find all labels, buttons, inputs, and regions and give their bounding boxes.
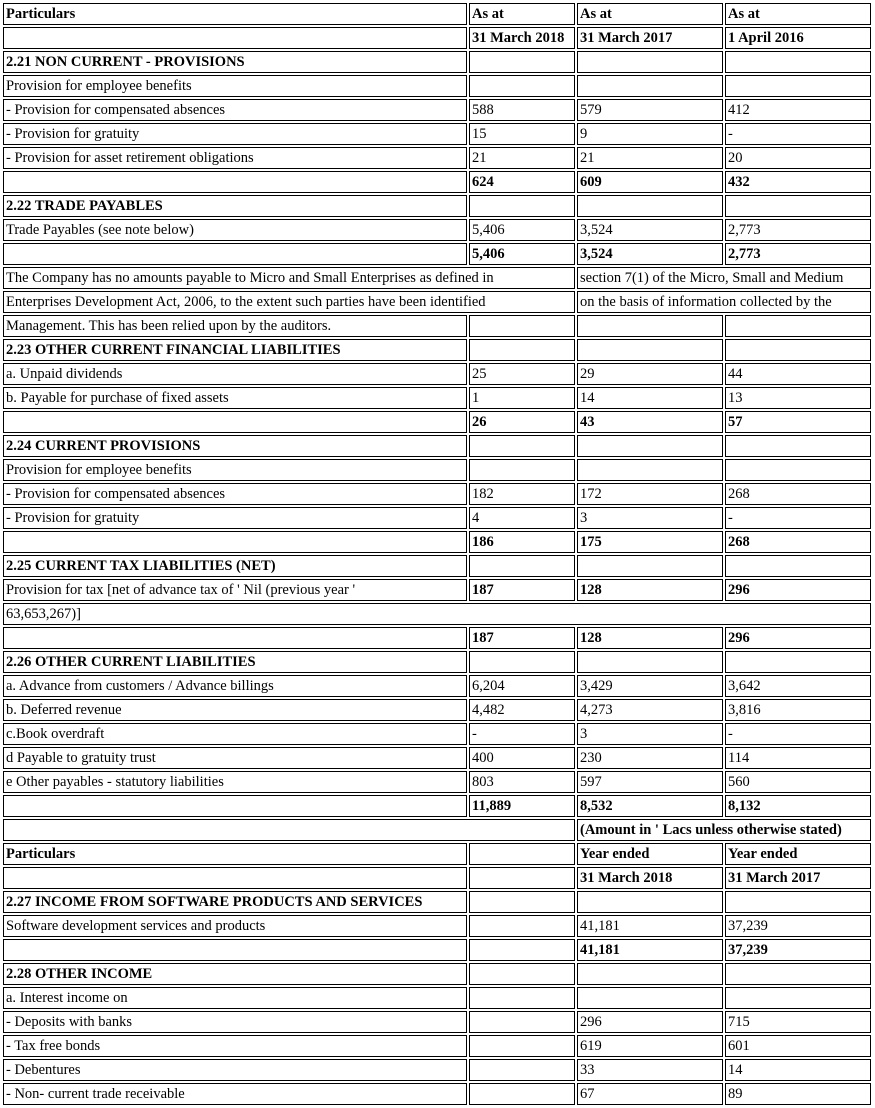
table-cell bbox=[577, 555, 723, 577]
table-cell bbox=[469, 939, 575, 961]
table-row bbox=[3, 51, 871, 73]
table-row bbox=[3, 723, 871, 745]
table-cell bbox=[577, 195, 723, 217]
table-row bbox=[3, 147, 871, 169]
table-cell bbox=[469, 915, 575, 937]
table-cell: 172 bbox=[577, 483, 723, 505]
table-cell: 20 bbox=[725, 147, 871, 169]
table-cell: 2.26 OTHER CURRENT LIABILITIES bbox=[3, 651, 467, 673]
table-cell: 296 bbox=[725, 627, 871, 649]
table-cell: 432 bbox=[725, 171, 871, 193]
table-cell: 296 bbox=[577, 1011, 723, 1033]
table-cell: (Amount in ' Lacs unless otherwise stated) bbox=[577, 819, 871, 841]
table-cell: 2.22 TRADE PAYABLES bbox=[3, 195, 467, 217]
table-row bbox=[3, 819, 871, 841]
table-cell bbox=[469, 1083, 575, 1105]
table-cell: 89 bbox=[725, 1083, 871, 1105]
table-cell: Year ended bbox=[577, 843, 723, 865]
table-cell: 182 bbox=[469, 483, 575, 505]
table-cell: 9 bbox=[577, 123, 723, 145]
table-row bbox=[3, 651, 871, 673]
table-cell: As at bbox=[577, 3, 723, 25]
table-body bbox=[3, 3, 871, 1105]
table-cell: e Other payables - statutory liabilities bbox=[3, 771, 467, 793]
table-cell: 37,239 bbox=[725, 939, 871, 961]
table-cell: - Provision for asset retirement obligations bbox=[3, 147, 467, 169]
table-cell: 187 bbox=[469, 627, 575, 649]
table-cell: - Provision for compensated absences bbox=[3, 483, 467, 505]
table-row bbox=[3, 867, 871, 889]
table-cell: 128 bbox=[577, 627, 723, 649]
table-cell: 187 bbox=[469, 579, 575, 601]
table-cell: 2,773 bbox=[725, 219, 871, 241]
table-cell: a. Unpaid dividends bbox=[3, 363, 467, 385]
table-cell: 619 bbox=[577, 1035, 723, 1057]
table-cell: Provision for employee benefits bbox=[3, 75, 467, 97]
table-cell: 4 bbox=[469, 507, 575, 529]
table-cell bbox=[577, 315, 723, 337]
table-cell: 5,406 bbox=[469, 243, 575, 265]
table-row bbox=[3, 267, 871, 289]
table-row bbox=[3, 315, 871, 337]
table-cell: Management. This has been relied upon by the auditors. bbox=[3, 315, 467, 337]
table-cell: 6,204 bbox=[469, 675, 575, 697]
table-cell: 29 bbox=[577, 363, 723, 385]
table-cell bbox=[725, 459, 871, 481]
table-cell: 114 bbox=[725, 747, 871, 769]
table-cell bbox=[725, 195, 871, 217]
table-cell: 37,239 bbox=[725, 915, 871, 937]
table-cell: - Non- current trade receivable bbox=[3, 1083, 467, 1105]
table-cell: 41,181 bbox=[577, 939, 723, 961]
table-cell: 14 bbox=[725, 1059, 871, 1081]
table-cell: 3 bbox=[577, 507, 723, 529]
table-cell bbox=[725, 339, 871, 361]
table-cell bbox=[577, 51, 723, 73]
table-cell: As at bbox=[469, 3, 575, 25]
table-cell: on the basis of information collected by the bbox=[577, 291, 871, 313]
table-row bbox=[3, 3, 871, 25]
table-cell: - bbox=[725, 123, 871, 145]
table-cell: 15 bbox=[469, 123, 575, 145]
table-cell bbox=[469, 891, 575, 913]
table-cell bbox=[469, 435, 575, 457]
table-cell bbox=[469, 867, 575, 889]
table-row bbox=[3, 795, 871, 817]
table-cell: 2,773 bbox=[725, 243, 871, 265]
table-cell: 44 bbox=[725, 363, 871, 385]
table-cell: Software development services and products bbox=[3, 915, 467, 937]
table-row bbox=[3, 627, 871, 649]
table-cell: 13 bbox=[725, 387, 871, 409]
table-cell bbox=[3, 627, 467, 649]
table-cell: 2.28 OTHER INCOME bbox=[3, 963, 467, 985]
table-cell: Particulars bbox=[3, 843, 467, 865]
table-cell bbox=[469, 51, 575, 73]
table-cell: d Payable to gratuity trust bbox=[3, 747, 467, 769]
table-cell: 3,642 bbox=[725, 675, 871, 697]
table-cell: 11,889 bbox=[469, 795, 575, 817]
table-row bbox=[3, 579, 871, 601]
table-row bbox=[3, 699, 871, 721]
table-cell: 3,524 bbox=[577, 219, 723, 241]
table-cell: 57 bbox=[725, 411, 871, 433]
table-cell: 41,181 bbox=[577, 915, 723, 937]
table-cell: 43 bbox=[577, 411, 723, 433]
table-cell: 14 bbox=[577, 387, 723, 409]
table-cell: 1 bbox=[469, 387, 575, 409]
table-cell bbox=[577, 459, 723, 481]
table-row bbox=[3, 1083, 871, 1105]
table-cell: 588 bbox=[469, 99, 575, 121]
table-cell: - bbox=[469, 723, 575, 745]
table-cell bbox=[469, 195, 575, 217]
table-cell: a. Advance from customers / Advance billings bbox=[3, 675, 467, 697]
table-cell: 609 bbox=[577, 171, 723, 193]
table-row bbox=[3, 339, 871, 361]
table-row bbox=[3, 603, 871, 625]
table-row bbox=[3, 963, 871, 985]
table-cell bbox=[577, 963, 723, 985]
table-cell bbox=[577, 435, 723, 457]
table-cell bbox=[469, 315, 575, 337]
table-row bbox=[3, 915, 871, 937]
table-cell: 26 bbox=[469, 411, 575, 433]
table-cell bbox=[469, 1011, 575, 1033]
table-cell: Particulars bbox=[3, 3, 467, 25]
table-cell: - Provision for compensated absences bbox=[3, 99, 467, 121]
table-row bbox=[3, 555, 871, 577]
table-cell: 8,132 bbox=[725, 795, 871, 817]
table-cell: 2.27 INCOME FROM SOFTWARE PRODUCTS AND SERVICES bbox=[3, 891, 467, 913]
table-cell: 2.25 CURRENT TAX LIABILITIES (NET) bbox=[3, 555, 467, 577]
table-row bbox=[3, 387, 871, 409]
table-cell: 296 bbox=[725, 579, 871, 601]
table-cell bbox=[725, 51, 871, 73]
table-cell bbox=[3, 819, 575, 841]
table-cell bbox=[725, 963, 871, 985]
table-cell bbox=[469, 843, 575, 865]
table-cell bbox=[577, 987, 723, 1009]
table-cell bbox=[725, 435, 871, 457]
table-cell: a. Interest income on bbox=[3, 987, 467, 1009]
table-cell: 1 April 2016 bbox=[725, 27, 871, 49]
table-cell: b. Payable for purchase of fixed assets bbox=[3, 387, 467, 409]
table-cell: - Deposits with banks bbox=[3, 1011, 467, 1033]
table-cell: 597 bbox=[577, 771, 723, 793]
table-cell: - Provision for gratuity bbox=[3, 507, 467, 529]
table-cell bbox=[469, 459, 575, 481]
table-cell: As at bbox=[725, 3, 871, 25]
table-cell bbox=[725, 75, 871, 97]
table-row bbox=[3, 123, 871, 145]
table-cell: 186 bbox=[469, 531, 575, 553]
table-cell: 3,524 bbox=[577, 243, 723, 265]
table-cell: 3,429 bbox=[577, 675, 723, 697]
table-cell bbox=[725, 651, 871, 673]
table-row bbox=[3, 507, 871, 529]
table-row bbox=[3, 987, 871, 1009]
table-cell: 3 bbox=[577, 723, 723, 745]
table-cell: 268 bbox=[725, 483, 871, 505]
table-cell: 175 bbox=[577, 531, 723, 553]
table-row bbox=[3, 75, 871, 97]
table-cell: 579 bbox=[577, 99, 723, 121]
table-cell: 25 bbox=[469, 363, 575, 385]
table-cell: 4,482 bbox=[469, 699, 575, 721]
table-cell bbox=[3, 939, 467, 961]
table-cell: 2.21 NON CURRENT - PROVISIONS bbox=[3, 51, 467, 73]
table-cell: Provision for employee benefits bbox=[3, 459, 467, 481]
table-row bbox=[3, 411, 871, 433]
table-cell: 400 bbox=[469, 747, 575, 769]
table-cell bbox=[3, 171, 467, 193]
table-cell bbox=[577, 339, 723, 361]
table-row bbox=[3, 1011, 871, 1033]
table-cell: 268 bbox=[725, 531, 871, 553]
table-cell: 5,406 bbox=[469, 219, 575, 241]
table-row bbox=[3, 1035, 871, 1057]
table-cell bbox=[469, 963, 575, 985]
table-row bbox=[3, 747, 871, 769]
table-row bbox=[3, 771, 871, 793]
table-cell bbox=[469, 987, 575, 1009]
table-row bbox=[3, 195, 871, 217]
table-cell: 31 March 2018 bbox=[577, 867, 723, 889]
table-row bbox=[3, 27, 871, 49]
table-cell bbox=[469, 555, 575, 577]
table-row bbox=[3, 531, 871, 553]
table-cell bbox=[577, 651, 723, 673]
table-cell: b. Deferred revenue bbox=[3, 699, 467, 721]
table-row bbox=[3, 675, 871, 697]
table-cell: 803 bbox=[469, 771, 575, 793]
table-cell: - bbox=[725, 507, 871, 529]
table-row bbox=[3, 483, 871, 505]
table-cell: 21 bbox=[469, 147, 575, 169]
table-cell: 31 March 2018 bbox=[469, 27, 575, 49]
table-row bbox=[3, 435, 871, 457]
table-cell: 2.24 CURRENT PROVISIONS bbox=[3, 435, 467, 457]
table-cell bbox=[725, 315, 871, 337]
table-cell bbox=[3, 27, 467, 49]
table-cell: Trade Payables (see note below) bbox=[3, 219, 467, 241]
table-cell: 128 bbox=[577, 579, 723, 601]
financial-notes-table bbox=[1, 1, 873, 1107]
table-cell bbox=[725, 555, 871, 577]
table-row bbox=[3, 843, 871, 865]
table-cell bbox=[3, 411, 467, 433]
table-cell: Enterprises Development Act, 2006, to the extent such parties have been identified bbox=[3, 291, 575, 313]
table-row bbox=[3, 243, 871, 265]
table-cell bbox=[469, 1035, 575, 1057]
table-cell: 3,816 bbox=[725, 699, 871, 721]
table-cell: Year ended bbox=[725, 843, 871, 865]
table-row bbox=[3, 99, 871, 121]
table-cell: - bbox=[725, 723, 871, 745]
table-cell: 63,653,267)] bbox=[3, 603, 871, 625]
table-cell bbox=[469, 651, 575, 673]
table-cell: 715 bbox=[725, 1011, 871, 1033]
table-row bbox=[3, 1059, 871, 1081]
table-cell: 33 bbox=[577, 1059, 723, 1081]
table-cell: 31 March 2017 bbox=[725, 867, 871, 889]
table-cell bbox=[3, 531, 467, 553]
table-cell bbox=[3, 867, 467, 889]
table-cell: - Provision for gratuity bbox=[3, 123, 467, 145]
table-cell: 21 bbox=[577, 147, 723, 169]
table-cell: 601 bbox=[725, 1035, 871, 1057]
table-cell bbox=[725, 987, 871, 1009]
table-row bbox=[3, 291, 871, 313]
table-row bbox=[3, 171, 871, 193]
table-cell: section 7(1) of the Micro, Small and Medium bbox=[577, 267, 871, 289]
table-cell: - Tax free bonds bbox=[3, 1035, 467, 1057]
table-cell: 412 bbox=[725, 99, 871, 121]
table-cell: 230 bbox=[577, 747, 723, 769]
table-cell: 67 bbox=[577, 1083, 723, 1105]
table-cell: 4,273 bbox=[577, 699, 723, 721]
table-cell: 624 bbox=[469, 171, 575, 193]
table-cell bbox=[469, 1059, 575, 1081]
table-cell: - Debentures bbox=[3, 1059, 467, 1081]
table-cell bbox=[577, 75, 723, 97]
table-cell: Provision for tax [net of advance tax of ' Nil (previous year ' bbox=[3, 579, 467, 601]
table-cell bbox=[3, 243, 467, 265]
table-cell: 2.23 OTHER CURRENT FINANCIAL LIABILITIES bbox=[3, 339, 467, 361]
table-cell: 8,532 bbox=[577, 795, 723, 817]
table-cell bbox=[469, 339, 575, 361]
table-cell bbox=[3, 795, 467, 817]
table-cell: 31 March 2017 bbox=[577, 27, 723, 49]
table-row bbox=[3, 363, 871, 385]
table-cell bbox=[725, 891, 871, 913]
table-row bbox=[3, 459, 871, 481]
table-row bbox=[3, 939, 871, 961]
table-cell bbox=[469, 75, 575, 97]
table-cell bbox=[577, 891, 723, 913]
table-row bbox=[3, 891, 871, 913]
table-cell: 560 bbox=[725, 771, 871, 793]
table-row bbox=[3, 219, 871, 241]
table-cell: c.Book overdraft bbox=[3, 723, 467, 745]
table-cell: The Company has no amounts payable to Micro and Small Enterprises as defined in bbox=[3, 267, 575, 289]
